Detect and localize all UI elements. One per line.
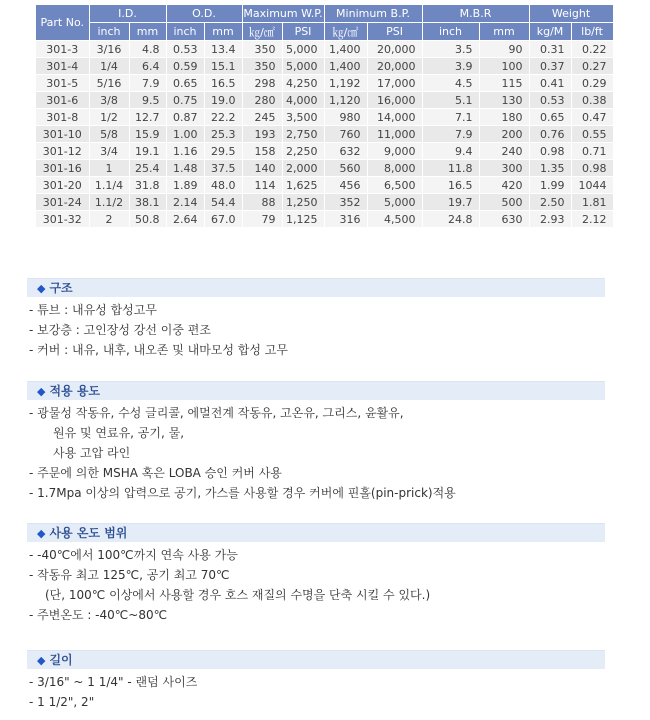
table-cell: 15.1 (204, 58, 242, 75)
table-cell: 24.8 (422, 211, 479, 228)
table-cell: 2,250 (282, 143, 324, 160)
table-row (36, 211, 613, 228)
section-line: - 주문에 의한 MSHA 혹은 LOBA 승인 커버 사용 (29, 466, 282, 480)
col-subheader: PSI (367, 23, 422, 41)
table-cell: 3.9 (422, 58, 479, 75)
table-cell: 7.1 (422, 109, 479, 126)
col-header-mbr: M.B.R (422, 5, 529, 23)
table-cell: 3/8 (89, 92, 129, 109)
col-subheader: PSI (282, 23, 324, 41)
col-subheader: mm (204, 23, 242, 41)
table-cell: 0.65 (529, 109, 571, 126)
table-cell: 280 (242, 92, 282, 109)
part-number-cell: 301-24 (36, 194, 89, 211)
table-cell: 115 (479, 75, 529, 92)
table-cell: 0.37 (529, 58, 571, 75)
col-subheader: ㎏/㎠ (324, 23, 367, 41)
section-title: 사용 온도 범위 (49, 526, 128, 540)
diamond-icon: ◆ (37, 282, 46, 295)
table-row (36, 58, 613, 75)
part-number-cell: 301-16 (36, 160, 89, 177)
table-cell: 0.76 (529, 126, 571, 143)
col-subheader: inch (166, 23, 204, 41)
table-cell: 3.5 (422, 41, 479, 58)
table-cell: 88 (242, 194, 282, 211)
table-cell: 2.93 (529, 211, 571, 228)
table-row (36, 92, 613, 109)
table-row (36, 126, 613, 143)
table-row (36, 109, 613, 126)
table-cell: 0.47 (571, 109, 613, 126)
table-cell: 2.50 (529, 194, 571, 211)
table-cell: 1,192 (324, 75, 367, 92)
table-cell: 20,000 (367, 41, 422, 58)
table-cell: 13.4 (204, 41, 242, 58)
table-cell: 6,500 (367, 177, 422, 194)
col-header-part-no: Part No. (36, 5, 89, 41)
table-cell: 1044 (571, 177, 613, 194)
col-subheader: mm (129, 23, 166, 41)
col-subheader: mm (479, 23, 529, 41)
table-cell: 1.89 (166, 177, 204, 194)
header-row-sub (36, 23, 613, 41)
table-cell: 50.8 (129, 211, 166, 228)
table-cell: 245 (242, 109, 282, 126)
table-cell: 0.55 (571, 126, 613, 143)
table-cell: 2.64 (166, 211, 204, 228)
col-header-min-bp: Minimum B.P. (324, 5, 422, 23)
table-cell: 29.5 (204, 143, 242, 160)
table-cell: 0.98 (571, 160, 613, 177)
table-cell: 7.9 (129, 75, 166, 92)
table-row (36, 160, 613, 177)
table-cell: 0.87 (166, 109, 204, 126)
spec-table (36, 5, 614, 228)
table-cell: 300 (479, 160, 529, 177)
table-cell: 8,000 (367, 160, 422, 177)
table-cell: 1.99 (529, 177, 571, 194)
table-cell: 100 (479, 58, 529, 75)
col-header-weight: Weight (529, 5, 613, 23)
diamond-icon: ◆ (37, 385, 46, 398)
section-line: - 광물성 작동유, 수성 글리콜, 에멀전계 작동유, 고온유, 그리스, 윤활유, (29, 406, 404, 420)
table-cell: 1.16 (166, 143, 204, 160)
table-cell: 456 (324, 177, 367, 194)
table-cell: 2,750 (282, 126, 324, 143)
section-line: 사용 고압 라인 (53, 446, 131, 460)
table-cell: 0.65 (166, 75, 204, 92)
table-row (36, 177, 613, 194)
table-cell: 4.8 (129, 41, 166, 58)
table-cell: 1 (89, 160, 129, 177)
section-body (27, 669, 605, 712)
table-cell: 1/4 (89, 58, 129, 75)
table-cell: 2 (89, 211, 129, 228)
table-cell: 114 (242, 177, 282, 194)
table-cell: 140 (242, 160, 282, 177)
table-cell: 0.27 (571, 58, 613, 75)
table-cell: 25.4 (129, 160, 166, 177)
table-cell: 0.22 (571, 41, 613, 58)
col-header-id: I.D. (89, 5, 166, 23)
table-cell: 352 (324, 194, 367, 211)
table-cell: 22.2 (204, 109, 242, 126)
col-header-od: O.D. (166, 5, 242, 23)
table-cell: 0.71 (571, 143, 613, 160)
table-cell: 2.12 (571, 211, 613, 228)
diamond-icon: ◆ (37, 527, 46, 540)
section-4 (27, 650, 605, 712)
table-cell: 500 (479, 194, 529, 211)
section-line: - -40℃에서 100℃까지 연속 사용 가능 (29, 548, 238, 562)
table-cell: 980 (324, 109, 367, 126)
table-cell: 54.4 (204, 194, 242, 211)
section-line: 원유 및 연료유, 공기, 물, (53, 426, 185, 440)
table-cell: 1,125 (282, 211, 324, 228)
table-cell: 1,400 (324, 58, 367, 75)
table-row (36, 75, 613, 92)
table-row (36, 194, 613, 211)
col-header-max-wp: Maximum W.P. (242, 5, 324, 23)
table-cell: 1.1/2 (89, 194, 129, 211)
table-cell: 90 (479, 41, 529, 58)
table-cell: 3/16 (89, 41, 129, 58)
table-cell: 5,000 (282, 41, 324, 58)
table-cell: 5,000 (367, 194, 422, 211)
table-cell: 20,000 (367, 58, 422, 75)
table-cell: 4.5 (422, 75, 479, 92)
table-cell: 16.5 (204, 75, 242, 92)
table-cell: 3,500 (282, 109, 324, 126)
table-cell: 630 (479, 211, 529, 228)
table-cell: 1,400 (324, 41, 367, 58)
table-cell: 1.35 (529, 160, 571, 177)
table-cell: 5,000 (282, 58, 324, 75)
table-cell: 79 (242, 211, 282, 228)
part-number-cell: 301-20 (36, 177, 89, 194)
col-subheader: ㎏/㎠ (242, 23, 282, 41)
section-body (27, 542, 605, 625)
table-cell: 4,250 (282, 75, 324, 92)
section-title: 길이 (49, 653, 73, 667)
section-line: - 1 1/2", 2" (29, 695, 95, 709)
col-subheader: inch (422, 23, 479, 41)
part-number-cell: 301-8 (36, 109, 89, 126)
table-cell: 12.7 (129, 109, 166, 126)
table-cell: 1.1/4 (89, 177, 129, 194)
table-cell: 9.4 (422, 143, 479, 160)
section-header (27, 650, 605, 669)
table-cell: 19.7 (422, 194, 479, 211)
table-cell: 760 (324, 126, 367, 143)
section-1 (27, 278, 605, 360)
section-line: - 1.7Mpa 이상의 압력으로 공기, 가스를 사용할 경우 커버에 핀홀(pin-prick)적용 (29, 486, 456, 500)
table-cell: 1.48 (166, 160, 204, 177)
table-cell: 0.31 (529, 41, 571, 58)
part-number-cell: 301-32 (36, 211, 89, 228)
table-cell: 2,000 (282, 160, 324, 177)
table-cell: 17,000 (367, 75, 422, 92)
table-cell: 3/4 (89, 143, 129, 160)
part-number-cell: 301-6 (36, 92, 89, 109)
col-subheader: inch (89, 23, 129, 41)
table-cell: 200 (479, 126, 529, 143)
table-row (36, 41, 613, 58)
table-cell: 0.38 (571, 92, 613, 109)
table-cell: 350 (242, 41, 282, 58)
table-cell: 1.81 (571, 194, 613, 211)
part-number-cell: 301-5 (36, 75, 89, 92)
table-cell: 632 (324, 143, 367, 160)
section-line: - 보강층 : 고인장성 강선 이중 편조 (29, 323, 211, 337)
table-cell: 11.8 (422, 160, 479, 177)
spec-table-body (36, 41, 613, 228)
section-line: - 작동유 최고 125℃, 공기 최고 70℃ (29, 568, 230, 582)
section-line: - 주변온도 : -40℃~80℃ (29, 608, 168, 622)
table-cell: 240 (479, 143, 529, 160)
table-cell: 19.1 (129, 143, 166, 160)
table-cell: 16.5 (422, 177, 479, 194)
table-cell: 5.1 (422, 92, 479, 109)
table-cell: 19.0 (204, 92, 242, 109)
table-row (36, 143, 613, 160)
section-line: - 튜브 : 내유성 합성고무 (29, 303, 157, 317)
table-cell: 0.53 (166, 41, 204, 58)
table-cell: 2.14 (166, 194, 204, 211)
table-cell: 1.00 (166, 126, 204, 143)
section-header (27, 381, 605, 400)
table-cell: 67.0 (204, 211, 242, 228)
table-cell: 9,000 (367, 143, 422, 160)
table-cell: 158 (242, 143, 282, 160)
table-cell: 11,000 (367, 126, 422, 143)
table-cell: 0.59 (166, 58, 204, 75)
table-cell: 298 (242, 75, 282, 92)
table-cell: 316 (324, 211, 367, 228)
table-cell: 16,000 (367, 92, 422, 109)
table-cell: 0.29 (571, 75, 613, 92)
table-cell: 48.0 (204, 177, 242, 194)
col-subheader: lb/ft (571, 23, 613, 41)
table-cell: 180 (479, 109, 529, 126)
section-3 (27, 523, 605, 625)
part-number-cell: 301-10 (36, 126, 89, 143)
table-cell: 4,000 (282, 92, 324, 109)
part-number-cell: 301-12 (36, 143, 89, 160)
table-cell: 1,625 (282, 177, 324, 194)
section-line: (단, 100℃ 이상에서 사용할 경우 호스 재질의 수명을 단축 시킬 수 있다.) (45, 588, 431, 602)
section-header (27, 523, 605, 542)
table-cell: 0.41 (529, 75, 571, 92)
table-cell: 130 (479, 92, 529, 109)
table-cell: 0.53 (529, 92, 571, 109)
table-cell: 38.1 (129, 194, 166, 211)
table-cell: 5/8 (89, 126, 129, 143)
table-cell: 1,250 (282, 194, 324, 211)
section-line: - 3/16" ~ 1 1/4" - 랜덤 사이즈 (29, 675, 198, 689)
section-header (27, 278, 605, 297)
table-cell: 0.75 (166, 92, 204, 109)
section-body (27, 297, 605, 360)
table-cell: 1/2 (89, 109, 129, 126)
table-cell: 6.4 (129, 58, 166, 75)
table-cell: 5/16 (89, 75, 129, 92)
table-cell: 0.98 (529, 143, 571, 160)
table-cell: 560 (324, 160, 367, 177)
section-title: 적용 용도 (49, 384, 101, 398)
table-cell: 14,000 (367, 109, 422, 126)
table-cell: 37.5 (204, 160, 242, 177)
table-cell: 15.9 (129, 126, 166, 143)
table-cell: 4,500 (367, 211, 422, 228)
table-cell: 420 (479, 177, 529, 194)
diamond-icon: ◆ (37, 654, 46, 667)
part-number-cell: 301-4 (36, 58, 89, 75)
table-cell: 350 (242, 58, 282, 75)
table-cell: 1,120 (324, 92, 367, 109)
table-cell: 9.5 (129, 92, 166, 109)
part-number-cell: 301-3 (36, 41, 89, 58)
section-title: 구조 (49, 281, 73, 295)
table-cell: 7.9 (422, 126, 479, 143)
header-row-top (36, 5, 613, 23)
section-body (27, 400, 605, 503)
section-line: - 커버 : 내유, 내후, 내오존 및 내마모성 합성 고무 (29, 343, 288, 357)
table-cell: 25.3 (204, 126, 242, 143)
section-2 (27, 381, 605, 503)
table-cell: 31.8 (129, 177, 166, 194)
col-subheader: kg/M (529, 23, 571, 41)
table-cell: 193 (242, 126, 282, 143)
